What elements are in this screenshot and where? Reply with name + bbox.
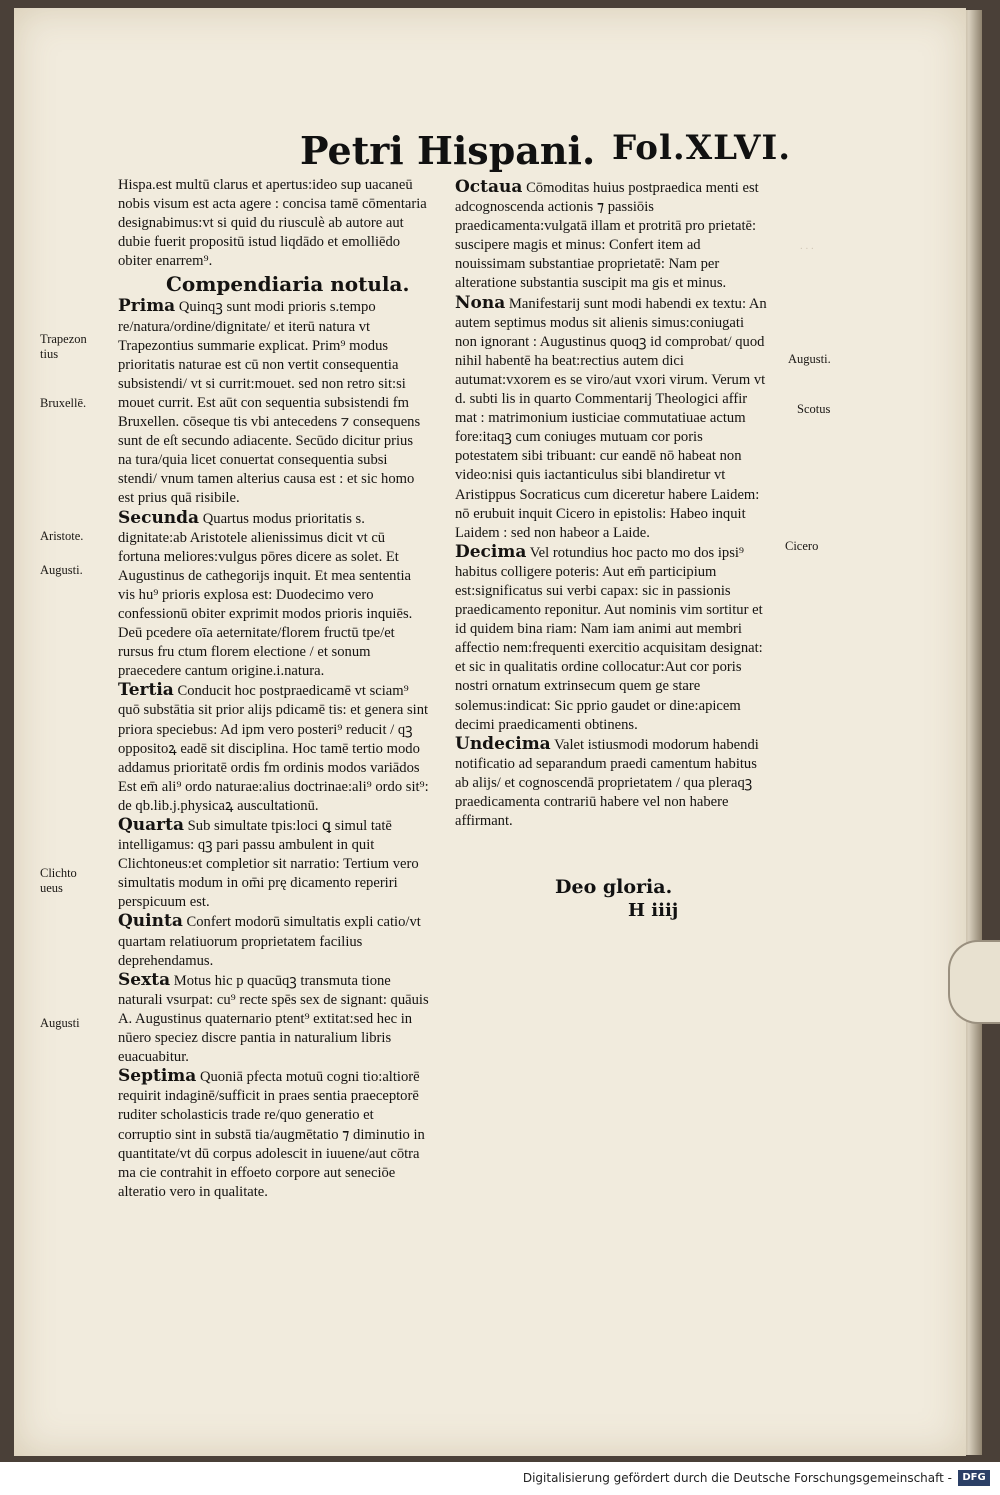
paragraph-undecima — [455, 735, 767, 831]
funding-credit: Digitalisierung gefördert durch die Deutsche Forschungsgemeinschaft - — [522, 1471, 952, 1485]
keyword-quarta: Quarta — [118, 815, 185, 835]
paragraph-tertia — [118, 681, 430, 816]
margin-note-augusti-right: Augusti. — [788, 352, 831, 366]
text-tertia: Conducit hoc postpraedicamē vt sciam⁹ quō substātia sit prior alijs pdicamē tis: et genera sint priora speciebus: Ad ipm vero posteri⁹ reducit / qꝫ oppositoꝝ eadē sit disciplina. Hoc tamē tertio modo addamus prioritatē ordis fm ordinis modos variādos Est em̄ ali⁹ ordo naturae:alius doctrinae:ali⁹ ordo sit⁹: de qb.lib.j.physicaꝝ auscultationū. — [118, 683, 429, 814]
page-tab-marker — [948, 940, 1000, 1024]
paragraph-nona — [455, 294, 767, 543]
margin-note-clichtoveus: Clichto ueus — [40, 866, 77, 895]
keyword-prima: Prima — [118, 296, 176, 317]
footer-bar — [0, 1462, 1000, 1495]
text-quinta: Confert modorū simultatis expli catio/vt quartam relatiuorum proprietatem facilius deprehendamus. — [118, 914, 421, 969]
paragraph-septima — [118, 1067, 430, 1202]
keyword-quinta: Quinta — [118, 911, 183, 932]
paragraph-quinta — [118, 912, 430, 970]
paragraph-decima — [455, 543, 767, 735]
text-quarta: Sub simultate tpis:loci ꝗ simul tatē intelligamus: qꝫ pari passu ambulent in quit Clichtoneus:et completior sit narratio: Tertium vero simultatis modum in om̄i prę dicamento reperiri perspicuum est. — [118, 818, 419, 911]
left-column — [118, 176, 430, 1202]
text-undecima: Valet istiusmodi modorum habendi notificatio ad separandum praedi camentum habitus ab alijs/ et cognoscendā proprietatem / qua pleraqꝫ praedicamenta contrariū habere vel non habere affirmant. — [455, 736, 759, 830]
show-through-text: . . . — [800, 240, 814, 252]
keyword-decima: Decima — [455, 541, 527, 562]
paragraph-secunda — [118, 509, 430, 682]
keyword-tertia: Tertia — [118, 680, 174, 701]
closing-line: Deo gloria. — [555, 876, 673, 898]
margin-note-scotus: Scotus — [797, 402, 831, 416]
keyword-undecima: Undecima — [455, 733, 551, 754]
running-title: Petri Hispani. — [300, 128, 596, 173]
margin-note-cicero: Cicero — [785, 539, 819, 553]
keyword-octaua: Octaua — [455, 177, 523, 197]
margin-note-trapezontius: Trapezon tius — [40, 332, 87, 361]
folio-number: Fol.XLVI. — [612, 128, 792, 168]
paragraph-prima — [118, 297, 430, 508]
margin-note-aristote: Aristote. — [40, 529, 84, 543]
text-nona: Manifestarij sunt modi habendi ex textu: An autem septimus modus sit alienis simus:coniugati non ignorant : Augustinus quoqꝫ id comprobat/ quod nihil habentē ha beat:rectius autem dici autumat:vxorem es se viro/aut vxori virum. Verum vt d. subti lis in quarto Commentarij Theologici affir mat : matrimonium iusticiae commutatiuae actum fore:itaqꝫ cum coniuges mutuam cor poris potestatem sibi tribuant: cur eandē nō habeat non video:nisi quis iactanticulus sibi blandiretur vt Aristippus Socraticus cum diceretur habere Laidem: nō erubuit inquit Cicero in epistolis: Habeo inquit Laidem : sed non habeor a Laide. — [455, 295, 767, 541]
margin-note-augusti-1: Augusti. — [40, 563, 83, 577]
dfg-logo-icon: DFG — [958, 1470, 990, 1486]
text-secunda: Quartus modus prioritatis s. dignitate:ab Aristotele alienissimus dicit vt cū fortuna meliores:vulgus pōres dicere as solet. Et Augustinus de cathegorijs inquit. Et mea sententia vis hu⁹ prioris explosa est: Duodecimo vero confessionū obiter exprimit modos prioris inquiēs. Deū pcedere oīa aeternitate/florem fructū tpe/et rursus fru ctum florem electione / et sonum praecedere cantum origine.i.natura. — [118, 510, 413, 680]
paragraph-octaua — [455, 178, 767, 294]
text-sexta: Motus hic p quacūqꝫ transmuta tione naturali vsurpat: cu⁹ recte spēs sex de signant: quāuis A. Augustinus quaternario ptent⁹ extitat:sed hec in nūero speciez discre pantia in naturalium libris euacuabitur. — [118, 972, 429, 1066]
paragraph-quarta — [118, 816, 430, 912]
keyword-sexta: Sexta — [118, 969, 171, 990]
keyword-nona: Nona — [455, 292, 506, 313]
keyword-septima: Septima — [118, 1066, 197, 1087]
margin-note-augusti-2: Augusti — [40, 1016, 80, 1030]
signature-mark: H iiij — [628, 900, 679, 921]
intro-paragraph: Hispa.est multū clarus et apertus:ideo sup uacaneū nobis visum est acta agere : concisa tamē cōmentaria designabimus:vt si quid du riusculè ab autore aut dubie fuerit propositū istud liqdādo et emolliēdo obiter enarrem⁹. — [118, 177, 427, 270]
section-subheading: Compendiaria notula. — [166, 272, 410, 297]
text-septima: Quoniā pfecta motuū cogni tio:altiorē requirit indaginē/sufficit in praes sentia praeceptorē ruditer scholasticis trade re/quo generatio et corruptio sint in substā tia/augmētatio ⁊ diminutio in quantitate/vt dū corpus adolescit in iuuene/aut cōtra ma cie contrahit in effoeto corpore aut seneciōe alteratio vero in qualitate. — [118, 1069, 425, 1200]
margin-note-bruxelle: Bruxellē. — [40, 396, 87, 410]
text-decima: Vel rotundius hoc pacto mo dos ipsi⁹ habitus colligere poteris: Aut em̄ participium est:significatus sui verbi capax: sic in passionis praedicamento reponitur. Aut nominis vim sortitur et id quidem bina riam: Nam iam animi aut membri affectio nem:frequenti exercitio acquisitam designat: et sic in qualitatis ordine collocatur:Aut cor poris nostri ornatum extrinsecum quem ge stare solemus:indicat: Sic pprio gaudet or dine:apicem decimi praedicamenti obtinens. — [455, 544, 763, 733]
keyword-secunda: Secunda — [118, 507, 200, 528]
text-prima: Quinqꝫ sunt modi prioris s.tempo re/natura/ordine/dignitate/ et iterū natura vt Trapezontius summarie explicat. Prim⁹ modus prioritatis naturae est cū non vertit consequentia subsistendi/ vt si currit:mouet. sed non retro sit:si mouet currit. Est aūt con sequentia subsistendi fm Bruxellen. cōseque tis vbi antecedens ⁊ consequens sunt de eſt secundo adiacente. Secūdo dicitur prius na tura/quia licet conuertat consequentia subsi stendi/ vnum tamen alterius causa est : et sic homo est prius quā risibile. — [118, 299, 421, 507]
paragraph-sexta — [118, 971, 430, 1067]
text-octaua: Cōmoditas huius postpraedica menti est adcognoscenda actionis ⁊ passiōis praedicamenta:vulgatā illam et protritā pro prietatē: suscipere magis et minus: Confert item ad nouissimam substantiae proprietatē: Nam per alteratione substantia suscipit ma gis et minus. — [455, 180, 759, 292]
right-column — [455, 178, 767, 831]
